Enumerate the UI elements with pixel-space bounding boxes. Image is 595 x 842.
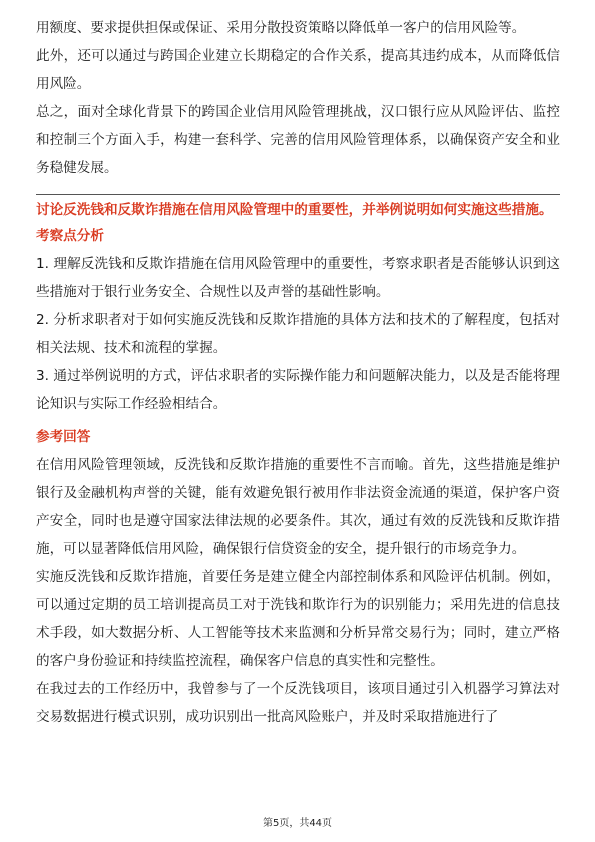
reference-paragraph-2: 实施反洗钱和反欺诈措施，首要任务是建立健全内部控制体系和风险评估机制。例如，可以通过定期的员工培训提高员工对于洗钱和欺诈行为的识别能力；采用先进的信息技术手段，如大数据分析、人工智能等技术来监测和分析异常交易行为；同时，建立严格的客户身份验证和持续监控流程，确保客户信息的真实性和完整性。 bbox=[36, 569, 560, 669]
analysis-item-1: 1. 理解反洗钱和反欺诈措施在信用风险管理中的重要性，考察求职者是否能够认识到这些措施对于银行业务安全、合规性以及声誉的基础性影响。 bbox=[36, 256, 560, 300]
reference-heading: 参考回答 bbox=[36, 429, 91, 445]
section-divider bbox=[36, 194, 560, 195]
page-content bbox=[36, 14, 560, 731]
analysis-heading: 考察点分析 bbox=[36, 228, 104, 244]
intro-paragraph-1: 用额度、要求提供担保或保证、采用分散投资策略以降低单一客户的信用风险等。 bbox=[36, 20, 526, 36]
intro-paragraph-3: 总之，面对全球化背景下的跨国企业信用风险管理挑战，汉口银行应从风险评估、监控和控制三个方面入手，构建一套科学、完善的信用风险管理体系，以确保资产安全和业务稳健发展。 bbox=[36, 104, 560, 176]
analysis-item-3: 3. 通过举例说明的方式，评估求职者的实际操作能力和问题解决能力，以及是否能将理论知识与实际工作经验相结合。 bbox=[36, 368, 560, 412]
analysis-item-2: 2. 分析求职者对于如何实施反洗钱和反欺诈措施的具体方法和技术的了解程度，包括对相关法规、技术和流程的掌握。 bbox=[36, 312, 560, 356]
intro-paragraph-2: 此外，还可以通过与跨国企业建立长期稳定的合作关系，提高其违约成本，从而降低信用风险。 bbox=[36, 48, 560, 92]
reference-paragraph-3: 在我过去的工作经历中，我曾参与了一个反洗钱项目，该项目通过引入机器学习算法对交易数据进行模式识别，成功识别出一批高风险账户，并及时采取措施进行了 bbox=[36, 681, 560, 725]
reference-paragraph-1: 在信用风险管理领域，反洗钱和反欺诈措施的重要性不言而喻。首先，这些措施是维护银行及金融机构声誉的关键，能有效避免银行被用作非法资金流通的渠道，保护客户资产安全，同时也是遵守国家法律法规的必要条件。其次，通过有效的反洗钱和反欺诈措施，可以显著降低信用风险，确保银行信贷资金的安全，提升银行的市场竞争力。 bbox=[36, 457, 560, 557]
page-number-footer: 第5页，共44页 bbox=[262, 818, 333, 829]
question-title: 讨论反洗钱和反欺诈措施在信用风险管理中的重要性，并举例说明如何实施这些措施。 bbox=[36, 202, 553, 218]
